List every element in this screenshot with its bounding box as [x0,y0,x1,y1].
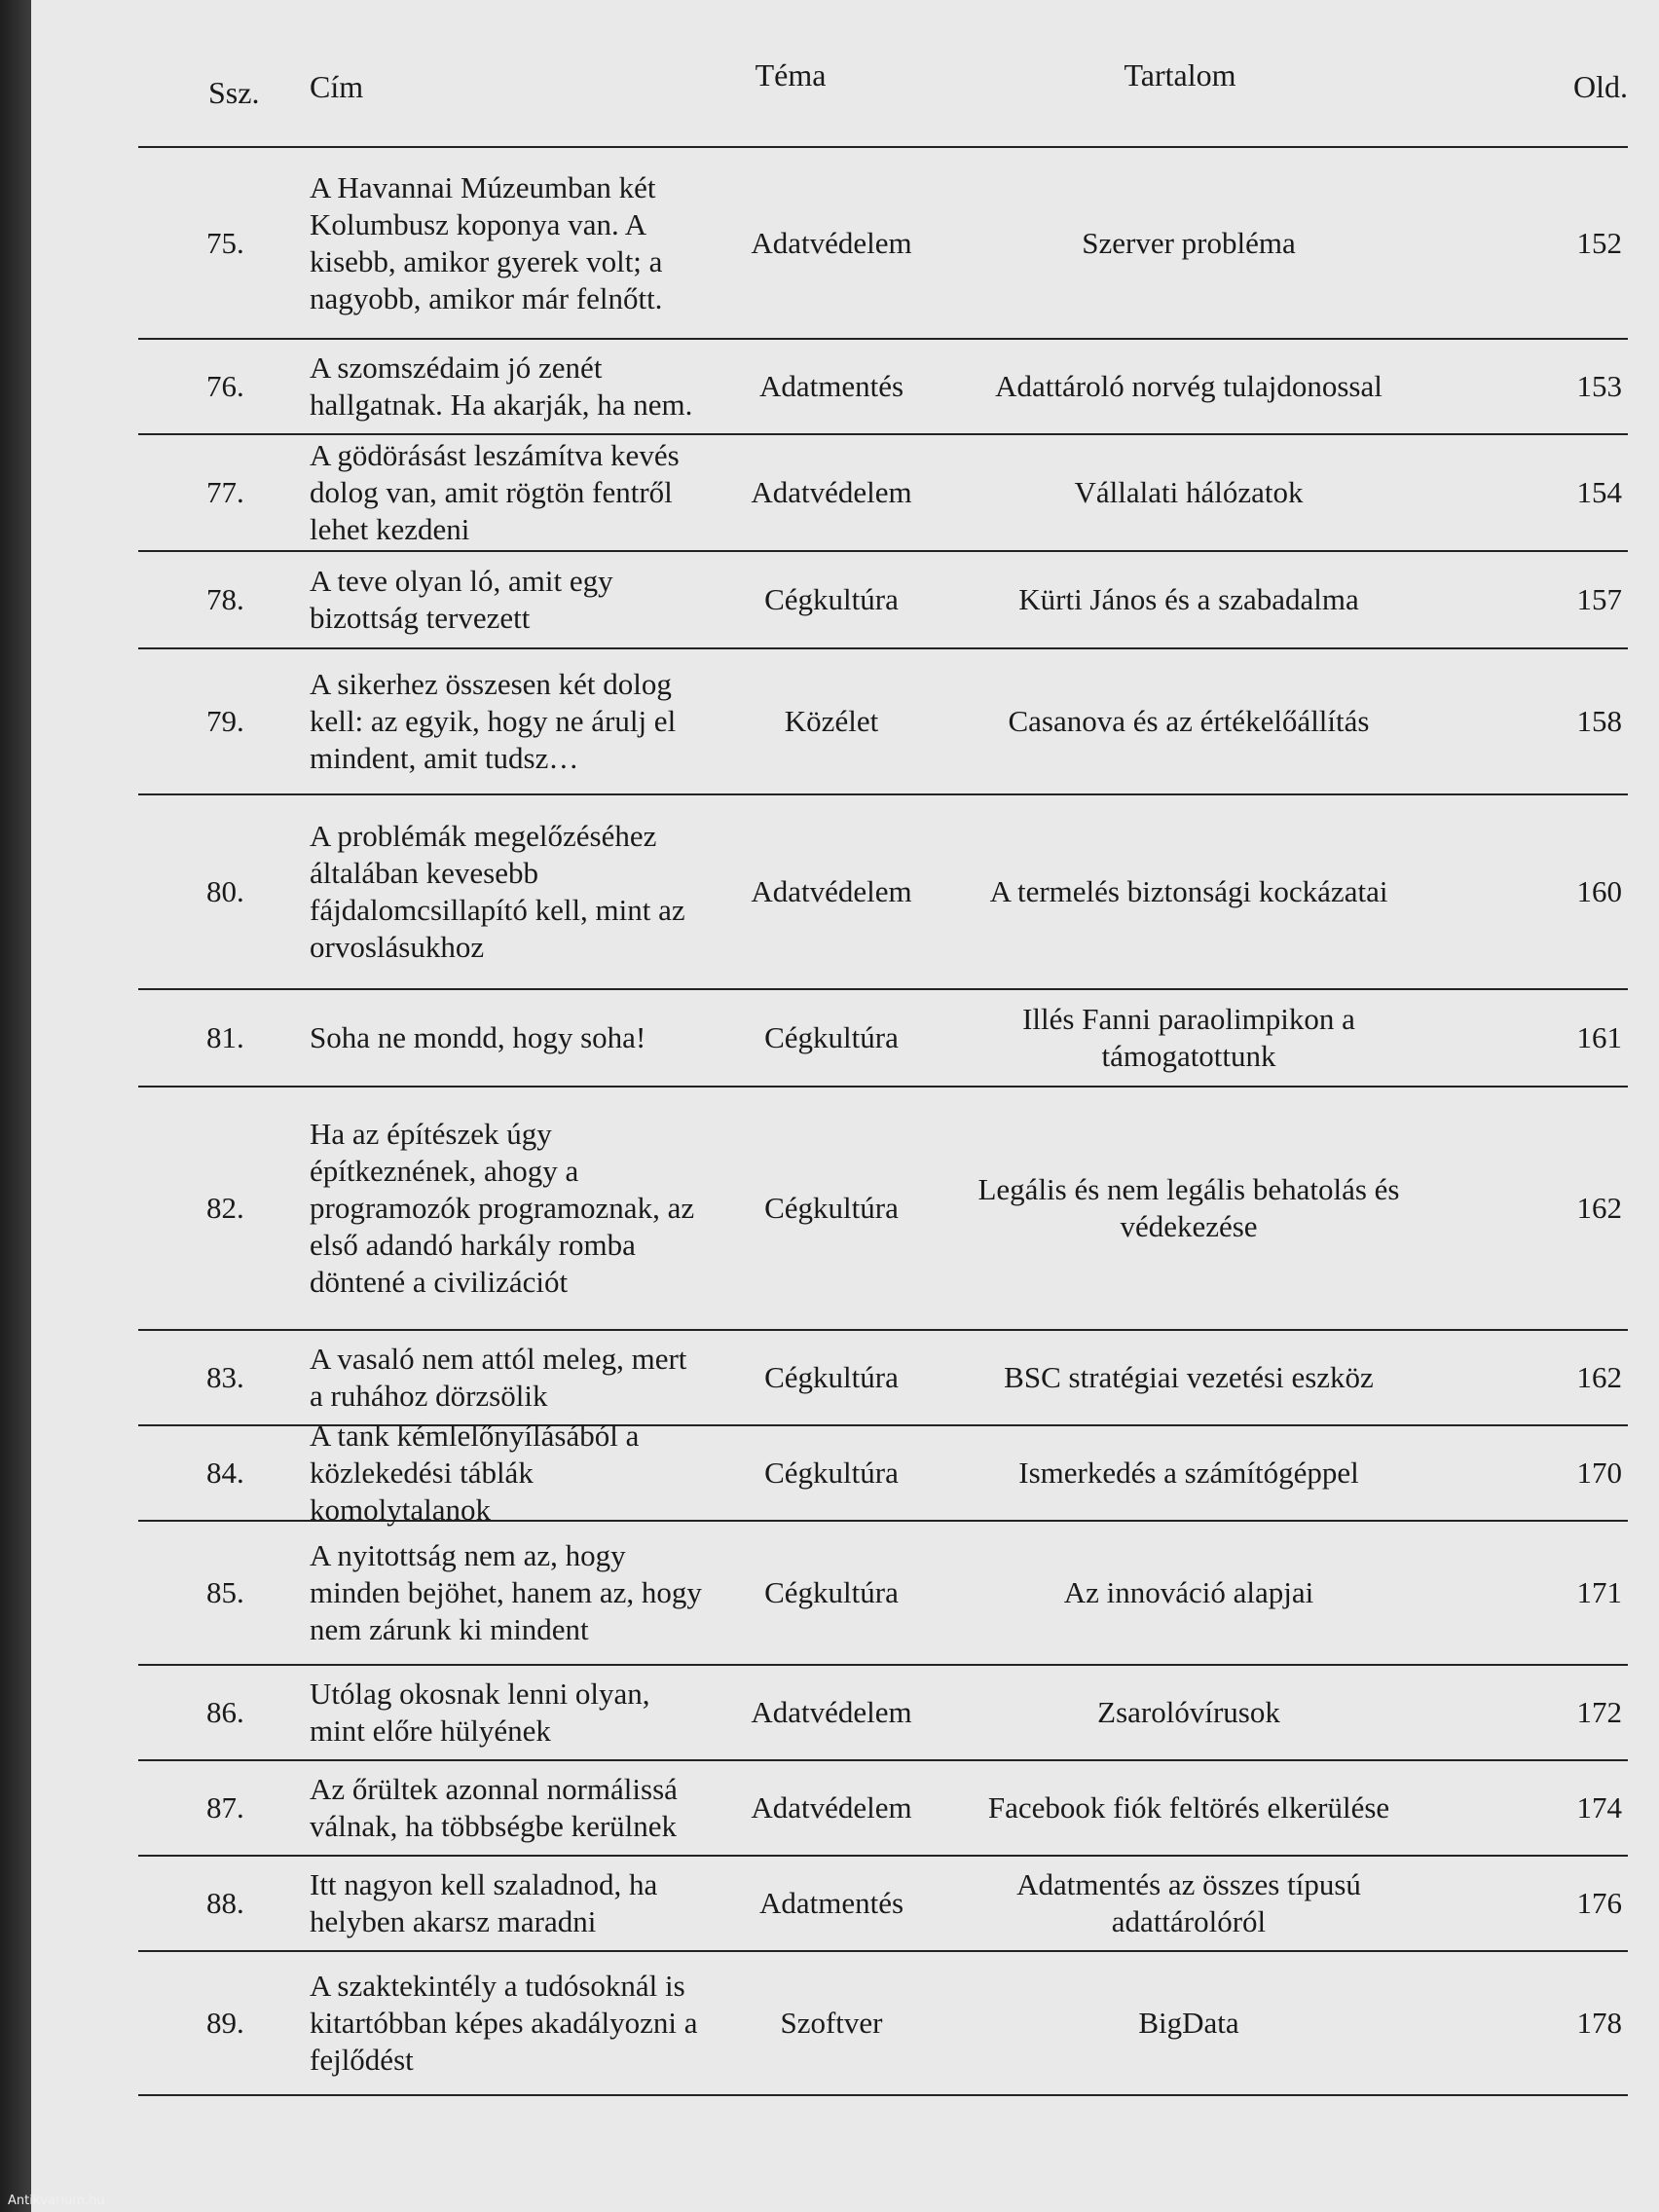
row-page: 152 [1576,225,1622,260]
row-topic: Cégkultúra [764,1020,899,1054]
row-title: A szomszédaim jó zenét hallgatnak. Ha akarják, ha nem. [310,350,693,422]
row-title: A gödörásást leszámítva kevés dolog van, amit rögtön fentről lehet kezdeni [310,438,680,546]
row-title: A tank kémlelőnyílásából a közlekedési táblák komolytalanok [310,1419,640,1527]
table-row [138,552,1628,649]
row-topic: Közélet [784,704,879,738]
header-topic: Téma [755,57,827,92]
row-topic: Cégkultúra [764,582,899,616]
row-title: Az őrültek azonnal normálissá válnak, ha többségbe kerülnek [310,1772,678,1843]
table-row [138,1419,1628,1527]
header-page: Old. [1573,69,1628,104]
row-number: 83. [206,1360,244,1394]
row-page: 178 [1576,2006,1622,2040]
row-content: A termelés biztonsági kockázatai [989,874,1388,908]
row-number: 75. [206,225,244,260]
row-number: 89. [206,2006,244,2040]
row-page: 157 [1576,582,1622,616]
row-content: Ismerkedés a számítógéppel [1018,1456,1359,1490]
book-spine-shadow [0,0,31,2212]
row-content: Szerver probléma [1082,225,1296,260]
row-title: Itt nagyon kell szaladnod, ha helyben akarsz maradni [310,1867,658,1938]
row-page: 154 [1576,475,1622,509]
row-title: Utólag okosnak lenni olyan, mint előre hülyének [310,1677,650,1748]
row-title: A sikerhez összesen két dolog kell: az egyik, hogy ne árulj el mindent, amit tudsz… [310,667,677,775]
row-page: 172 [1576,1695,1622,1729]
row-number: 79. [206,704,244,738]
row-number: 85. [206,1575,244,1609]
row-page: 162 [1576,1360,1622,1394]
table-row [138,1331,1628,1426]
row-title: Soha ne mondd, hogy soha! [310,1020,646,1054]
row-content: Kürti János és a szabadalma [1018,582,1359,616]
row-number: 80. [206,874,244,908]
row-topic: Adatvédelem [751,475,912,509]
table-row [138,649,1628,795]
row-topic: Adatmentés [758,1886,904,1920]
row-content: BSC stratégiai vezetési eszköz [1004,1360,1374,1394]
row-topic: Cégkultúra [764,1360,899,1394]
row-content: Facebook fiók feltörés elkerülése [987,1790,1390,1825]
row-content: Az innováció alapjai [1063,1575,1314,1609]
table-row [138,1952,1628,2096]
row-content: Vállalati hálózatok [1074,475,1304,509]
row-title: A nyitottság nem az, hogy minden bejöhet, hanem az, hogy nem zárunk ki mindent [310,1538,702,1646]
book-page [31,0,1659,2212]
table-of-contents [138,39,1628,2096]
header-title: Cím [310,69,364,104]
row-page: 161 [1576,1020,1622,1054]
row-number: 76. [206,369,244,403]
row-content: Zsarolóvírusok [1097,1695,1280,1729]
row-topic: Adatvédelem [751,1695,912,1729]
row-content: BigData [1138,2006,1239,2040]
row-title: A vasaló nem attól meleg, mert a ruhához dörzsölik [310,1342,687,1413]
row-page: 176 [1576,1886,1622,1920]
row-title: A teve olyan ló, amit egy bizottság tervezett [310,564,613,635]
row-title: A Havannai Múzeumban két Kolumbusz koponya van. A kisebb, amikor gyerek volt; a nagyobb, amikor már felnőtt. [310,169,663,315]
table-row [138,148,1628,340]
header-content: Tartalom [1124,57,1236,92]
row-page: 160 [1576,874,1622,908]
table-row [138,795,1628,990]
row-title: A szaktekintély a tudósoknál is kitartóbban képes akadályozni a fejlődést [310,1969,698,2077]
row-page: 162 [1576,1191,1622,1225]
row-page: 158 [1576,704,1622,738]
table-row [138,1761,1628,1857]
row-page: 174 [1576,1790,1622,1825]
row-content: Adatmentés az összes típusú adattárolóról [1016,1867,1361,1938]
row-content: Illés Fanni paraolimpikon a támogatottunk [1022,1002,1355,1073]
row-title: A problémák megelőzéséhez általában kevesebb fájdalomcsillapító kell, mint az orvoslásukhoz [310,819,685,964]
table-row [138,1522,1628,1666]
table-row [138,435,1628,552]
watermark: Antikvarium.hu [8,2194,105,2208]
header-number: Ssz. [208,75,260,110]
table-row [138,1857,1628,1952]
table-header [138,39,1628,148]
row-number: 81. [206,1020,244,1054]
table-row [138,1666,1628,1761]
table-body [138,148,1628,2096]
row-content: Adattároló norvég tulajdonossal [995,369,1382,403]
row-number: 84. [206,1456,244,1490]
row-page: 171 [1576,1575,1622,1609]
row-topic: Cégkultúra [764,1191,899,1225]
row-number: 88. [206,1886,244,1920]
row-title: Ha az építészek úgy építkeznének, ahogy a programozók programoznak, az első adandó harkály romba döntené a civilizációt [310,1117,695,1299]
table-row [138,1088,1628,1331]
row-topic: Cégkultúra [764,1456,899,1490]
row-page: 170 [1576,1456,1622,1490]
row-content: Legális és nem legális behatolás és védekezése [977,1172,1400,1243]
row-topic: Adatvédelem [751,225,912,260]
row-topic: Adatmentés [758,369,904,403]
row-topic: Szoftver [780,2006,883,2040]
table-row [138,340,1628,435]
row-number: 82. [206,1191,244,1225]
table-row [138,990,1628,1088]
row-topic: Adatvédelem [751,1790,912,1825]
row-page: 153 [1576,369,1622,403]
row-number: 86. [206,1695,244,1729]
row-content: Casanova és az értékelőállítás [1008,704,1370,738]
row-topic: Adatvédelem [751,874,912,908]
row-topic: Cégkultúra [764,1575,899,1609]
row-number: 78. [206,582,244,616]
row-number: 77. [206,475,244,509]
row-number: 87. [206,1790,244,1825]
